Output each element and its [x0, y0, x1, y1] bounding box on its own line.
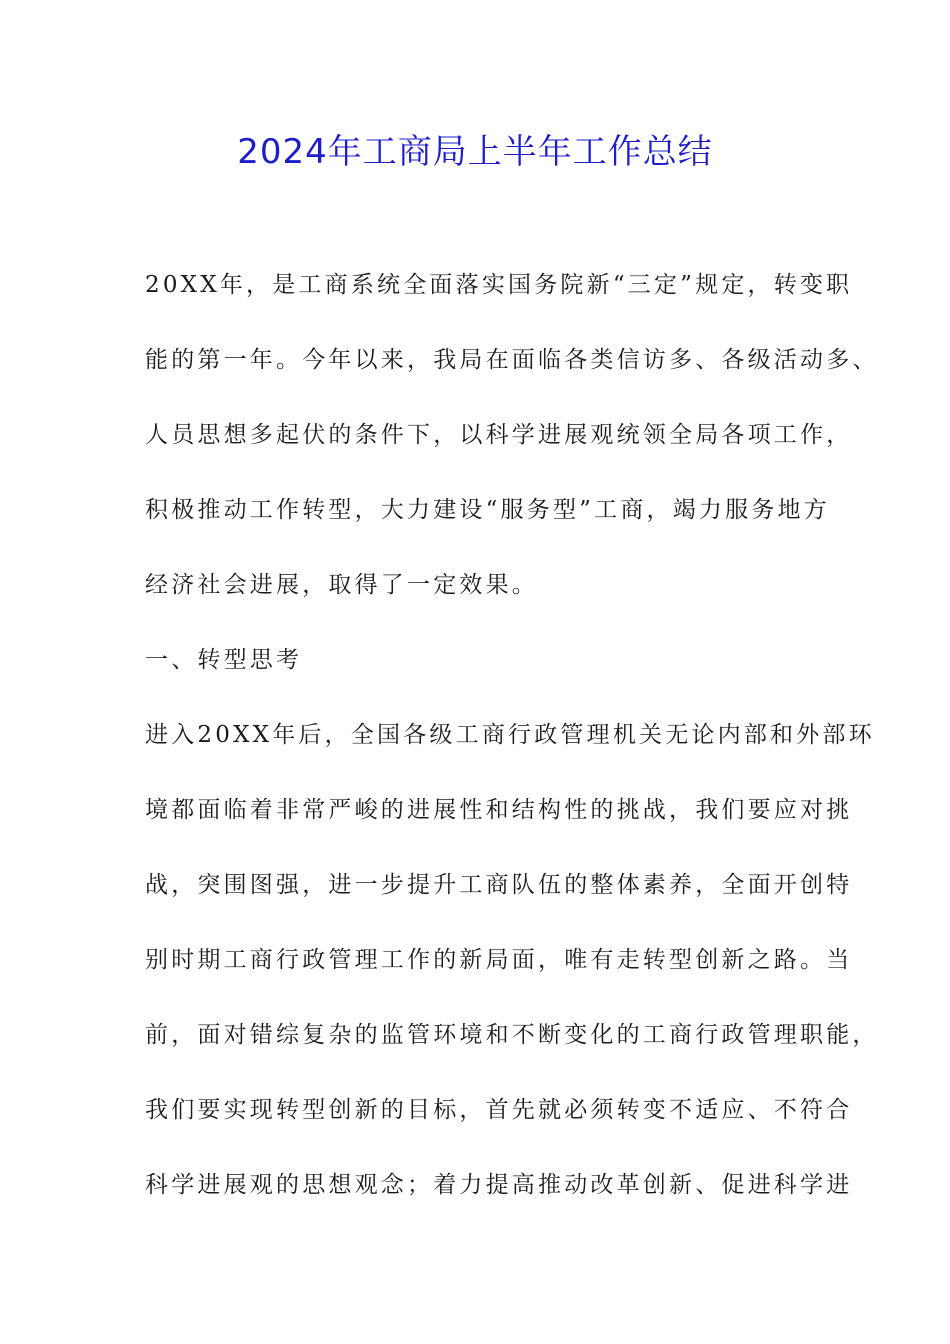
body-line: 科学进展观的思想观念；着力提高推动改革创新、促进科学进: [145, 1172, 853, 1198]
body-line: 能的第一年。今年以来，我局在面临各类信访多、各级活动多、: [145, 347, 879, 373]
section-heading: 一、转型思考: [145, 647, 303, 673]
body-line: 别时期工商行政管理工作的新局面，唯有走转型创新之路。当: [145, 947, 853, 973]
document-title: 2024年工商局上半年工作总结: [237, 132, 713, 172]
body-line: 积极推动工作转型，大力建设“服务型”工商，竭力服务地方: [145, 497, 830, 523]
body-line: 战，突围图强，进一步提升工商队伍的整体素养，全面开创特: [145, 872, 853, 898]
body-line: 进入20XX年后，全国各级工商行政管理机关无论内部和外部环: [145, 722, 875, 748]
body-line: 经济社会进展，取得了一定效果。: [145, 572, 538, 598]
body-line: 人员思想多起伏的条件下，以科学进展观统领全局各项工作，: [145, 422, 853, 448]
body-line: 境都面临着非常严峻的进展性和结构性的挑战，我们要应对挑: [145, 797, 853, 823]
body-line: 前，面对错综复杂的监管环境和不断变化的工商行政管理职能，: [145, 1022, 879, 1048]
body-line: 我们要实现转型创新的目标，首先就必须转变不适应、不符合: [145, 1097, 853, 1123]
body-line: 20XX年，是工商系统全面落实国务院新“三定”规定，转变职: [145, 272, 853, 298]
